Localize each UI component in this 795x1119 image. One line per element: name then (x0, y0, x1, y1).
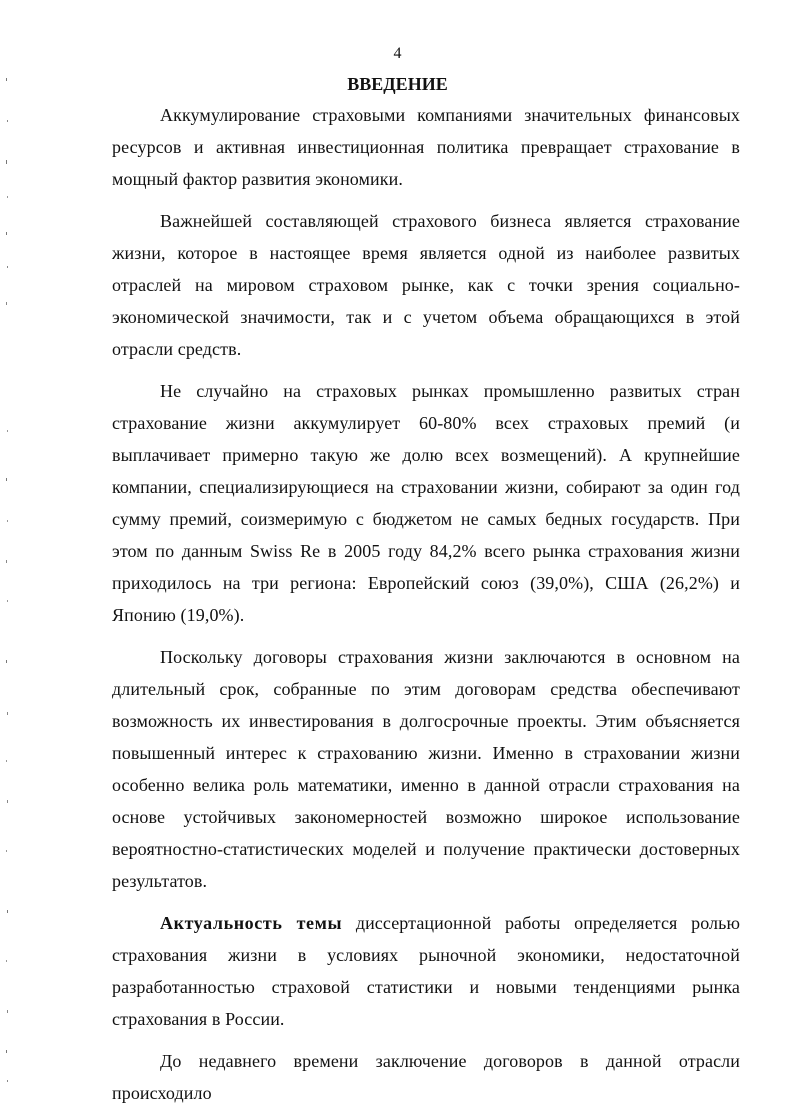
paragraph-3-text: Не случайно на страховых рынках промышленно развитых стран страхование жизни аккумулирует 60-80% всех страховых премий (и выплачивает примерно такую же долю всех возмещений). А крупнейшие компании, специализирующиеся на страховании жизни, собирают за один год сумму премий, соизмеримую с бюджетом не самых бедных государств. При этом по данным Swiss Re в 2005 году 84,2% всего рынка страхования жизни приходилось на три региона: Европейский союз (39,0%), США (26,2%) и Японию (19,0%). (112, 381, 740, 625)
scan-margin-artifacts (0, 0, 14, 1095)
paragraph-1 (112, 99, 740, 195)
paragraph-5-text: диссертационной работы определяется ролью страхования жизни в условиях рыночной экономики, недостаточной разработанностью страховой статистики и новыми тенденциями рынка страхования в России. (112, 913, 740, 1029)
paragraph-2-text: Важнейшей составляющей страхового бизнеса является страхование жизни, которое в настоящее время является одной из наиболее развитых отраслей на мировом страховом рынке, как с точки зрения социально-экономической значимости, так и с учетом объема обращающихся в этой отрасли средств. (112, 211, 740, 359)
page-number: 4 (393, 45, 402, 62)
paragraph-4 (112, 641, 740, 897)
paragraph-3 (112, 375, 740, 631)
paragraph-4-text: Поскольку договоры страхования жизни заключаются в основном на длительный срок, собранные по этим договорам средства обеспечивают возможность их инвестирования в долгосрочные проекты. Этим объясняется повышенный интерес к страхованию жизни. Именно в страховании жизни особенно велика роль математики, именно в данной отрасли страхования на основе устойчивых закономерностей возможно широкое использование вероятностно-статистических моделей и получение практически достоверных результатов. (112, 647, 740, 891)
section-heading: ВВЕДЕНИЕ (347, 74, 448, 94)
paragraph-6-text: До недавнего времени заключение договоров в данной отрасли происходило (112, 1051, 740, 1103)
paragraph-6 (112, 1045, 740, 1109)
body-text (112, 99, 740, 1119)
relevance-term: Актуальность темы (160, 913, 343, 933)
paragraph-2 (112, 205, 740, 365)
paragraph-5 (112, 907, 740, 1035)
paragraph-1-text: Аккумулирование страховыми компаниями значительных финансовых ресурсов и активная инвестиционная политика превращает страхование в мощный фактор развития экономики. (112, 105, 740, 189)
